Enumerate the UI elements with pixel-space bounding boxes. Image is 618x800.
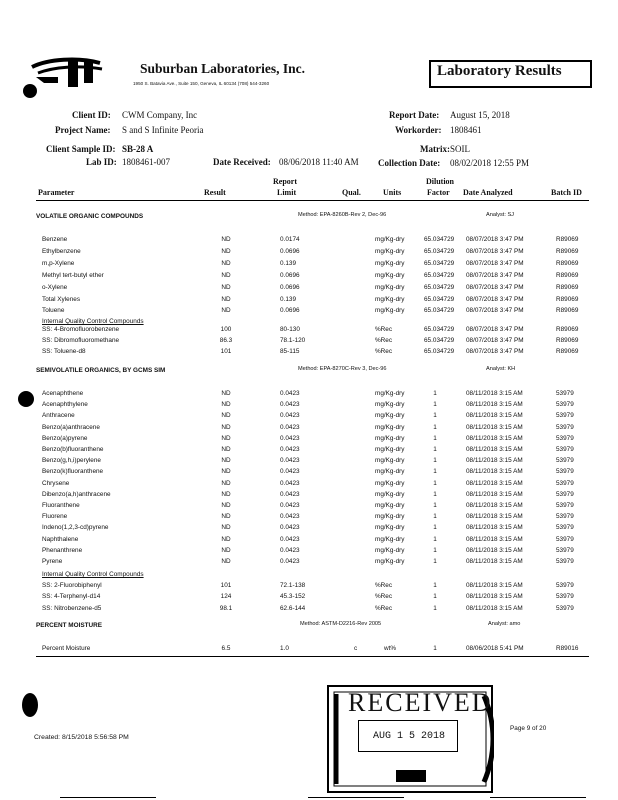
batch-id: R89069 bbox=[556, 236, 579, 243]
dilution-factor: 1 bbox=[433, 423, 437, 431]
dilution-factor: 1 bbox=[433, 513, 437, 521]
units: %Rec bbox=[375, 337, 393, 344]
footer-rule-right bbox=[490, 797, 586, 798]
date-analyzed: 08/07/2018 3:47 PM bbox=[466, 236, 524, 243]
col-factor: Factor bbox=[427, 188, 450, 197]
dilution-factor: 65.034729 bbox=[424, 326, 455, 333]
result-value: ND bbox=[221, 271, 231, 279]
col-result: Result bbox=[204, 188, 226, 197]
date-received-value: 08/06/2018 11:40 AM bbox=[279, 157, 359, 167]
units: mg/Kg-dry bbox=[375, 524, 405, 532]
collection-date-label: Collection Date: bbox=[378, 158, 441, 168]
date-analyzed: 08/07/2018 3:47 PM bbox=[466, 307, 524, 315]
units: mg/Kg-dry bbox=[375, 401, 405, 409]
parameter-name: SS: 4-Bromofluorobenzene bbox=[42, 326, 120, 333]
date-analyzed: 08/07/2018 3:47 PM bbox=[466, 337, 524, 344]
report-limit: 0.0423 bbox=[280, 390, 300, 397]
date-analyzed: 08/11/2018 3:15 AM bbox=[466, 412, 523, 420]
dilution-factor: 65.034729 bbox=[424, 337, 455, 344]
report-limit: 0.139 bbox=[280, 295, 296, 303]
report-limit: 0.0696 bbox=[280, 283, 300, 291]
table-row bbox=[0, 605, 618, 616]
report-limit: 0.0423 bbox=[280, 423, 300, 431]
svoc-section-title: SEMIVOLATILE ORGANICS, BY GCMS SIM bbox=[36, 367, 166, 374]
date-analyzed: 08/11/2018 3:15 AM bbox=[466, 558, 523, 565]
units: %Rec bbox=[375, 604, 393, 612]
units: mg/Kg-dry bbox=[375, 423, 405, 431]
table-row bbox=[0, 558, 618, 569]
result-value: ND bbox=[221, 479, 231, 487]
date-analyzed: 08/07/2018 3:47 PM bbox=[466, 326, 524, 333]
parameter-name: m,p-Xylene bbox=[42, 259, 75, 267]
parameter-name: SS: Toluene-d8 bbox=[42, 348, 86, 355]
svoc-method: Method: EPA-8270C-Rev 3, Dec-96 bbox=[298, 366, 387, 372]
parameter-name: Benzo(k)fluoranthene bbox=[42, 468, 104, 476]
date-analyzed: 08/11/2018 3:15 AM bbox=[466, 446, 523, 453]
date-analyzed: 08/11/2018 3:15 AM bbox=[466, 502, 523, 509]
sample-id-label: Client Sample ID: bbox=[46, 144, 116, 154]
result-value: ND bbox=[221, 513, 231, 521]
batch-id: 53979 bbox=[556, 457, 574, 465]
dilution-factor: 65.034729 bbox=[424, 271, 455, 279]
date-analyzed: 08/07/2018 3:47 PM bbox=[466, 295, 524, 303]
batch-id: 53979 bbox=[556, 582, 574, 589]
result-value: 124 bbox=[220, 593, 232, 601]
report-limit: 0.0696 bbox=[280, 247, 300, 255]
parameter-name: SS: 2-Fluorobiphenyl bbox=[42, 582, 102, 589]
batch-id: 53979 bbox=[556, 513, 574, 521]
lab-id-label: Lab ID: bbox=[86, 157, 117, 167]
parameter-name: Naphthalene bbox=[42, 535, 79, 543]
table-row: Percent Moisture 6.5 1.0 c wt% 1 08/06/2018 5:41 PM R89016 bbox=[42, 645, 579, 652]
units: mg/Kg-dry bbox=[375, 283, 405, 291]
parameter-name: Indeno(1,2,3-cd)pyrene bbox=[42, 524, 109, 532]
dilution-factor: 1 bbox=[433, 468, 437, 476]
units: mg/Kg-dry bbox=[375, 546, 405, 554]
workorder-value: 1808461 bbox=[450, 125, 482, 135]
report-limit: 0.0423 bbox=[280, 513, 300, 521]
result-value: ND bbox=[221, 535, 231, 543]
page-number: Page 9 of 20 bbox=[510, 725, 547, 732]
dilution-factor: 1 bbox=[433, 434, 437, 442]
report-limit: 0.0423 bbox=[280, 490, 300, 498]
col-qual: Qual. bbox=[342, 188, 361, 197]
table-row bbox=[0, 296, 618, 307]
col-batch: Batch ID bbox=[551, 188, 582, 197]
header-rule bbox=[36, 200, 589, 201]
report-limit: 0.0423 bbox=[280, 457, 300, 465]
parameter-name: Dibenzo(a,h)anthracene bbox=[42, 490, 111, 498]
report-limit: 0.0423 bbox=[280, 535, 300, 543]
report-limit: 0.0423 bbox=[280, 524, 300, 532]
batch-id: R89069 bbox=[556, 247, 579, 255]
col-limit: Limit bbox=[277, 188, 297, 197]
batch-id: 53979 bbox=[556, 390, 574, 397]
workorder-label: Workorder: bbox=[395, 125, 442, 135]
parameter-name: Total Xylenes bbox=[42, 295, 81, 303]
date-analyzed: 08/11/2018 3:15 AM bbox=[466, 490, 523, 498]
date-analyzed: 08/07/2018 3:47 PM bbox=[466, 247, 524, 255]
result-value: 86.3 bbox=[219, 337, 233, 344]
result-value: ND bbox=[221, 468, 231, 476]
date-analyzed: 08/11/2018 3:15 AM bbox=[466, 401, 523, 409]
dilution-factor: 65.034729 bbox=[424, 283, 455, 291]
units: mg/Kg-dry bbox=[375, 390, 405, 397]
parameter-name: Ethylbenzene bbox=[42, 247, 81, 255]
table-row bbox=[0, 593, 618, 604]
date-analyzed: 08/11/2018 3:15 AM bbox=[466, 423, 523, 431]
date-analyzed: 08/07/2018 3:47 PM bbox=[466, 283, 524, 291]
parameter-name: Benzo(b)fluoranthene bbox=[42, 446, 104, 453]
batch-id: 53979 bbox=[556, 423, 574, 431]
parameter-name: Fluoranthene bbox=[42, 502, 80, 509]
result-value: ND bbox=[221, 434, 231, 442]
batch-id: 53979 bbox=[556, 490, 574, 498]
batch-id: R89069 bbox=[556, 271, 579, 279]
table-row bbox=[0, 536, 618, 547]
report-limit: 0.0423 bbox=[280, 434, 300, 442]
dilution-factor: 1 bbox=[433, 524, 437, 532]
report-limit: 0.139 bbox=[280, 259, 296, 267]
table-row bbox=[0, 284, 618, 295]
hole-punch bbox=[18, 391, 34, 407]
voc-qc-title: Internal Quality Control Compounds bbox=[42, 318, 144, 325]
result-value: ND bbox=[221, 401, 231, 409]
col-date-analyzed: Date Analyzed bbox=[463, 188, 513, 197]
dilution-factor: 65.034729 bbox=[424, 247, 455, 255]
batch-id: 53979 bbox=[556, 479, 574, 487]
date-analyzed: 08/11/2018 3:15 AM bbox=[466, 457, 523, 465]
batch-id: R89069 bbox=[556, 337, 579, 344]
dilution-factor: 1 bbox=[433, 558, 437, 565]
date-analyzed: 08/11/2018 3:15 AM bbox=[466, 604, 523, 612]
batch-id: R89069 bbox=[556, 295, 579, 303]
result-value: ND bbox=[221, 558, 231, 565]
matrix-label: Matrix: bbox=[420, 144, 450, 154]
dilution-factor: 1 bbox=[433, 604, 437, 612]
units: %Rec bbox=[375, 348, 393, 355]
batch-id: 53979 bbox=[556, 524, 574, 532]
table-row bbox=[0, 513, 618, 524]
units: %Rec bbox=[375, 593, 393, 601]
result-value: ND bbox=[221, 283, 231, 291]
dilution-factor: 1 bbox=[433, 412, 437, 420]
col-dilution: Dilution bbox=[426, 177, 455, 186]
report-date-label: Report Date: bbox=[389, 110, 440, 120]
moisture-analyst: Analyst: amo bbox=[488, 621, 521, 627]
date-analyzed: 08/11/2018 3:15 AM bbox=[466, 593, 523, 601]
result-value: ND bbox=[221, 247, 231, 255]
report-limit: 0.0423 bbox=[280, 446, 300, 453]
stamp-date: AUG 1 5 2018 bbox=[373, 731, 446, 742]
dilution-factor: 65.034729 bbox=[424, 307, 455, 315]
date-analyzed: 08/11/2018 3:15 AM bbox=[466, 479, 523, 487]
units: mg/Kg-dry bbox=[375, 490, 405, 498]
report-limit: 0.0423 bbox=[280, 479, 300, 487]
result-value: ND bbox=[221, 423, 231, 431]
parameter-name: o-Xylene bbox=[42, 283, 68, 291]
batch-id: 53979 bbox=[556, 434, 574, 442]
batch-id: 53979 bbox=[556, 558, 574, 565]
date-analyzed: 08/07/2018 3:47 PM bbox=[466, 348, 524, 355]
table-row bbox=[0, 307, 618, 318]
table-row bbox=[0, 348, 618, 359]
parameter-name: Acenaphthene bbox=[42, 390, 84, 397]
parameter-name: SS: 4-Terphenyl-d14 bbox=[42, 593, 101, 601]
dilution-factor: 1 bbox=[433, 479, 437, 487]
voc-method: Method: EPA-8260B-Rev 2, Dec-96 bbox=[298, 212, 387, 218]
result-value: ND bbox=[221, 546, 231, 554]
parameter-name: Benzene bbox=[42, 236, 68, 243]
dilution-factor: 1 bbox=[433, 446, 437, 453]
result-value: 101 bbox=[220, 348, 232, 355]
result-value: 98.1 bbox=[219, 604, 233, 612]
date-analyzed: 08/07/2018 3:47 PM bbox=[466, 271, 524, 279]
report-limit: 0.0696 bbox=[280, 307, 300, 315]
dilution-factor: 1 bbox=[433, 535, 437, 543]
dilution-factor: 1 bbox=[433, 546, 437, 554]
parameter-name: Pyrene bbox=[42, 558, 63, 565]
dilution-factor: 65.034729 bbox=[424, 348, 455, 355]
table-row bbox=[0, 446, 618, 457]
date-received-label: Date Received: bbox=[213, 157, 271, 167]
footer-rule-left bbox=[60, 797, 156, 798]
batch-id: 53979 bbox=[556, 502, 574, 509]
units: mg/Kg-dry bbox=[375, 479, 405, 487]
batch-id: 53979 bbox=[556, 401, 574, 409]
result-value: ND bbox=[221, 490, 231, 498]
lab-logo bbox=[18, 55, 108, 101]
voc-analyst: Analyst: SJ bbox=[486, 212, 514, 218]
table-row bbox=[0, 502, 618, 513]
client-id-label: Client ID: bbox=[72, 110, 111, 120]
col-units: Units bbox=[383, 188, 402, 197]
date-analyzed: 08/11/2018 3:15 AM bbox=[466, 582, 523, 589]
project-name-value: S and S Infinite Peoria bbox=[122, 125, 204, 135]
svoc-qc-title: Internal Quality Control Compounds bbox=[42, 571, 144, 578]
dilution-factor: 1 bbox=[433, 593, 437, 601]
table-row bbox=[0, 524, 618, 535]
date-analyzed: 08/11/2018 3:15 AM bbox=[466, 390, 523, 397]
parameter-name: SS: Dibromofluoromethane bbox=[42, 337, 120, 344]
lab-name: Suburban Laboratories, Inc. bbox=[140, 61, 306, 76]
dilution-factor: 1 bbox=[433, 401, 437, 409]
report-limit: 0.0423 bbox=[280, 546, 300, 554]
units: mg/Kg-dry bbox=[375, 295, 405, 303]
report-limit: 0.0423 bbox=[280, 558, 300, 565]
date-analyzed: 08/11/2018 3:15 AM bbox=[466, 524, 523, 532]
project-name-label: Project Name: bbox=[55, 125, 111, 135]
moisture-method: Method: ASTM-D2216-Rev 2005 bbox=[300, 621, 382, 627]
batch-id: R89069 bbox=[556, 326, 579, 333]
batch-id: R89069 bbox=[556, 259, 579, 267]
report-limit: 45.3-152 bbox=[280, 593, 306, 601]
date-analyzed: 08/11/2018 3:15 AM bbox=[466, 535, 523, 543]
parameter-name: Methyl tert-butyl ether bbox=[42, 271, 104, 279]
report-date-value: August 15, 2018 bbox=[450, 110, 510, 120]
parameter-name: Toluene bbox=[42, 307, 65, 315]
stamp-received-word: RECEIVED bbox=[348, 688, 493, 717]
moisture-section-title: PERCENT MOISTURE bbox=[36, 622, 103, 629]
date-analyzed: 08/07/2018 3:47 PM bbox=[466, 259, 524, 267]
report-limit: 0.0423 bbox=[280, 401, 300, 409]
units: mg/Kg-dry bbox=[375, 412, 405, 420]
date-analyzed: 08/11/2018 3:15 AM bbox=[466, 513, 523, 521]
result-value: ND bbox=[221, 390, 231, 397]
report-limit: 0.0174 bbox=[280, 236, 300, 243]
units: mg/Kg-dry bbox=[375, 513, 405, 521]
table-row bbox=[0, 435, 618, 446]
units: mg/Kg-dry bbox=[375, 247, 405, 255]
dilution-factor: 1 bbox=[433, 490, 437, 498]
lab-id-value: 1808461-007 bbox=[122, 157, 170, 167]
units: mg/Kg-dry bbox=[375, 502, 405, 509]
svoc-analyst: Analyst: KH bbox=[486, 366, 516, 372]
units: mg/Kg-dry bbox=[375, 446, 405, 453]
units: %Rec bbox=[375, 582, 393, 589]
parameter-name: Fluorene bbox=[42, 513, 68, 521]
matrix-value: SOIL bbox=[450, 144, 470, 154]
col-parameter: Parameter bbox=[38, 188, 75, 197]
result-value: 101 bbox=[220, 582, 232, 589]
footer-rule-mid bbox=[308, 797, 404, 798]
units: mg/Kg-dry bbox=[375, 535, 405, 543]
parameter-name: SS: Nitrobenzene-d5 bbox=[42, 604, 102, 612]
report-limit: 80-130 bbox=[280, 326, 300, 333]
table-row bbox=[0, 480, 618, 491]
table-row bbox=[0, 401, 618, 412]
created-timestamp: Created: 8/15/2018 5:56:58 PM bbox=[34, 734, 129, 741]
report-limit: 0.0696 bbox=[280, 271, 300, 279]
result-value: ND bbox=[221, 236, 231, 243]
batch-id: 53979 bbox=[556, 535, 574, 543]
units: %Rec bbox=[375, 326, 393, 333]
hole-punch bbox=[22, 693, 38, 717]
report-limit: 0.0423 bbox=[280, 468, 300, 476]
units: mg/Kg-dry bbox=[375, 558, 405, 565]
dilution-factor: 1 bbox=[433, 582, 437, 589]
result-value: ND bbox=[221, 446, 231, 453]
parameter-name: Benzo(a)anthracene bbox=[42, 423, 100, 431]
table-row bbox=[0, 582, 618, 593]
dilution-factor: 1 bbox=[433, 457, 437, 465]
table-row bbox=[0, 272, 618, 283]
batch-id: 53979 bbox=[556, 604, 574, 612]
report-title: Laboratory Results bbox=[437, 63, 562, 79]
result-value: ND bbox=[221, 502, 231, 509]
result-value: ND bbox=[221, 295, 231, 303]
report-limit: 0.0423 bbox=[280, 412, 300, 420]
table-row bbox=[0, 457, 618, 468]
table-row bbox=[0, 468, 618, 479]
date-analyzed: 08/11/2018 3:15 AM bbox=[466, 468, 523, 476]
dilution-factor: 65.034729 bbox=[424, 259, 455, 267]
dilution-factor: 1 bbox=[433, 390, 437, 397]
moisture-rule bbox=[36, 656, 589, 657]
units: mg/Kg-dry bbox=[375, 434, 405, 442]
batch-id: R89069 bbox=[556, 348, 579, 355]
collection-date-value: 08/02/2018 12:55 PM bbox=[450, 158, 530, 168]
table-row bbox=[0, 236, 618, 247]
table-row bbox=[0, 337, 618, 348]
result-value: ND bbox=[221, 457, 231, 465]
report-limit: 72.1-138 bbox=[280, 582, 306, 589]
table-row bbox=[0, 326, 618, 337]
units: mg/Kg-dry bbox=[375, 468, 405, 476]
table-row bbox=[0, 260, 618, 271]
voc-section-title: VOLATILE ORGANIC COMPOUNDS bbox=[36, 213, 144, 220]
units: mg/Kg-dry bbox=[375, 259, 405, 267]
table-row bbox=[0, 248, 618, 259]
table-row bbox=[0, 412, 618, 423]
parameter-name: Phenanthrene bbox=[42, 546, 83, 554]
report-limit: 62.6-144 bbox=[280, 604, 306, 612]
batch-id: 53979 bbox=[556, 593, 574, 601]
batch-id: R89069 bbox=[556, 283, 579, 291]
units: mg/Kg-dry bbox=[375, 457, 405, 465]
report-limit: 78.1-120 bbox=[280, 337, 306, 344]
units: mg/Kg-dry bbox=[375, 307, 405, 315]
table-row bbox=[0, 424, 618, 435]
dilution-factor: 1 bbox=[433, 502, 437, 509]
batch-id: 53979 bbox=[556, 546, 574, 554]
table-row bbox=[0, 547, 618, 558]
result-value: ND bbox=[221, 524, 231, 532]
parameter-name: Benzo(a)pyrene bbox=[42, 434, 88, 442]
table-row bbox=[0, 491, 618, 502]
batch-id: 53979 bbox=[556, 446, 574, 453]
report-limit: 85-115 bbox=[280, 348, 300, 355]
result-value: ND bbox=[221, 412, 231, 420]
parameter-name: Benzo(g,h,i)perylene bbox=[42, 457, 101, 465]
units: mg/Kg-dry bbox=[375, 271, 405, 279]
result-value: ND bbox=[221, 259, 231, 267]
date-analyzed: 08/11/2018 3:15 AM bbox=[466, 546, 523, 554]
parameter-name: Chrysene bbox=[42, 479, 70, 487]
dilution-factor: 65.034729 bbox=[424, 236, 455, 243]
col-report: Report bbox=[273, 177, 297, 186]
result-value: ND bbox=[221, 307, 231, 315]
client-id-value: CWM Company, Inc bbox=[122, 110, 198, 120]
batch-id: R89069 bbox=[556, 307, 579, 315]
date-analyzed: 08/11/2018 3:15 AM bbox=[466, 434, 523, 442]
dilution-factor: 65.034729 bbox=[424, 295, 455, 303]
batch-id: 53979 bbox=[556, 412, 574, 420]
table-row bbox=[0, 390, 618, 401]
parameter-name: Acenaphthylene bbox=[42, 401, 88, 409]
units: mg/Kg-dry bbox=[375, 236, 405, 243]
parameter-name: Anthracene bbox=[42, 412, 75, 420]
lab-address: 1950 S. Batavia Ave., Suite 150, Geneva, IL 60134 (708) 544-3260 bbox=[133, 81, 270, 86]
report-limit: 0.0423 bbox=[280, 502, 300, 509]
result-value: 100 bbox=[220, 326, 232, 333]
sample-id-value: SB-28 A bbox=[122, 144, 154, 154]
batch-id: 53979 bbox=[556, 468, 574, 476]
logo-graphic bbox=[18, 55, 108, 101]
